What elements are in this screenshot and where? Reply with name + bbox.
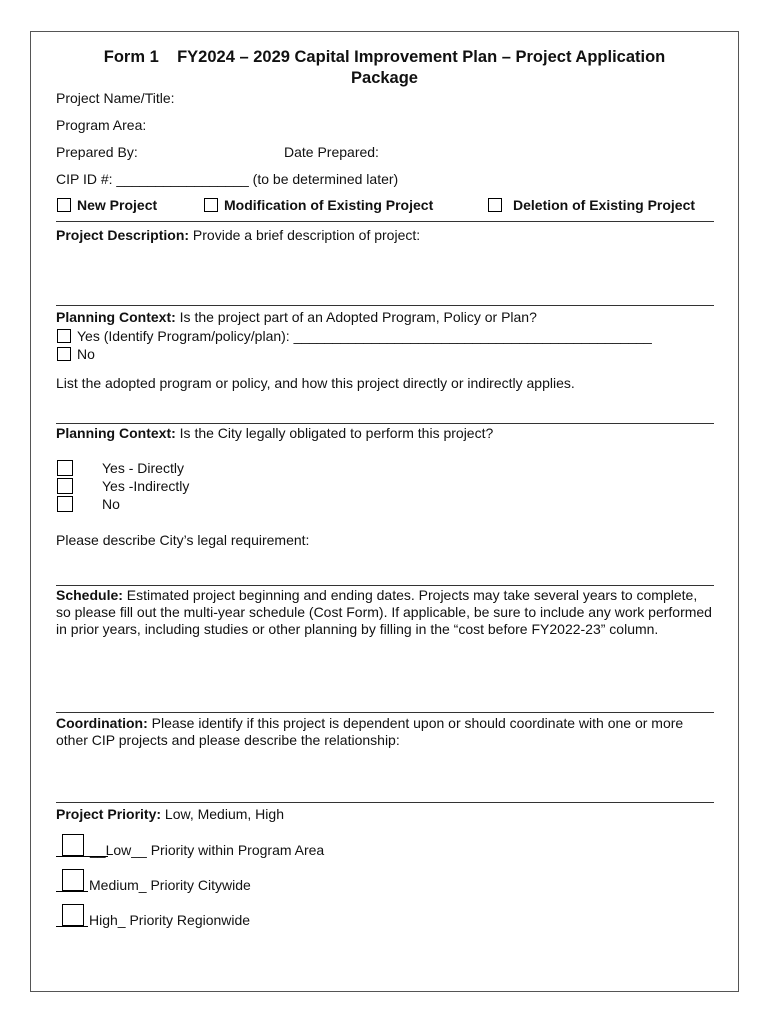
cip-id-label: CIP ID #: _________________ (to be determined later) bbox=[56, 171, 399, 187]
new-project-label: New Project bbox=[77, 197, 158, 213]
planning-adopted-heading: Planning Context: bbox=[56, 309, 176, 325]
priority-low-label: __Low__ Priority within Program Area bbox=[90, 842, 325, 858]
adopted-yes-label: Yes (Identify Program/policy/plan): ______________________________________________ bbox=[77, 328, 652, 344]
section-divider bbox=[56, 802, 714, 803]
adopted-no-label: No bbox=[77, 346, 95, 362]
form-title-line1: FY2024 – 2029 Capital Improvement Plan – Project Application bbox=[177, 48, 666, 66]
schedule-heading: Schedule: bbox=[56, 587, 123, 603]
legal-no-label: No bbox=[102, 496, 120, 512]
adopted-list-text: List the adopted program or policy, and how this project directly or indirectly applies. bbox=[56, 375, 575, 391]
new-project-checkbox[interactable] bbox=[57, 198, 71, 212]
legal-indirectly-checkbox[interactable] bbox=[57, 478, 73, 494]
section-divider bbox=[56, 221, 714, 222]
legal-requirement-text: Please describe City’s legal requirement: bbox=[56, 532, 310, 548]
description-section bbox=[56, 227, 420, 244]
priority-low-checkbox[interactable] bbox=[62, 834, 84, 856]
section-divider bbox=[56, 305, 714, 306]
modification-label: Modification of Existing Project bbox=[224, 197, 434, 213]
program-area-label: Program Area: bbox=[56, 117, 147, 133]
modification-checkbox[interactable] bbox=[204, 198, 218, 212]
priority-text: Low, Medium, High bbox=[161, 806, 284, 822]
priority-medium-checkbox[interactable] bbox=[62, 869, 84, 891]
form-title-line2: Package bbox=[351, 69, 418, 87]
deletion-checkbox[interactable] bbox=[488, 198, 502, 212]
priority-medium-label: Medium_ Priority Citywide bbox=[89, 877, 251, 893]
legal-indirectly-label: Yes -Indirectly bbox=[102, 478, 190, 494]
planning-adopted-section bbox=[56, 309, 537, 326]
project-name-label: Project Name/Title: bbox=[56, 90, 175, 106]
planning-adopted-text: Is the project part of an Adopted Program, Policy or Plan? bbox=[175, 309, 537, 325]
planning-legal-section bbox=[56, 425, 493, 442]
section-divider bbox=[56, 423, 714, 424]
section-divider bbox=[56, 585, 714, 586]
coordination-section bbox=[56, 715, 714, 749]
priority-high-blank bbox=[56, 926, 88, 927]
description-text: Provide a brief description of project: bbox=[189, 227, 421, 243]
priority-high-checkbox[interactable] bbox=[62, 904, 84, 926]
schedule-section bbox=[56, 587, 714, 638]
description-heading: Project Description: bbox=[56, 227, 190, 243]
planning-legal-heading: Planning Context: bbox=[56, 425, 176, 441]
legal-directly-label: Yes - Directly bbox=[102, 460, 184, 476]
date-prepared-label: Date Prepared: bbox=[284, 144, 379, 160]
priority-high-label: High_ Priority Regionwide bbox=[89, 912, 251, 928]
prepared-by-label: Prepared By: bbox=[56, 144, 138, 160]
form-title bbox=[30, 47, 739, 68]
adopted-no-checkbox[interactable] bbox=[57, 347, 71, 361]
schedule-text: Estimated project beginning and ending dates. Projects may take several years to complete, so please fill out the multi-year schedule (Cost Form). If applicable, be sure to include any work performed in prior years, including studies or other planning by filling in the “cost before FY2022-23” column. bbox=[56, 587, 712, 637]
legal-no-checkbox[interactable] bbox=[57, 496, 73, 512]
section-divider bbox=[56, 712, 714, 713]
legal-directly-checkbox[interactable] bbox=[57, 460, 73, 476]
deletion-label: Deletion of Existing Project bbox=[513, 197, 696, 213]
adopted-yes-checkbox[interactable] bbox=[57, 329, 71, 343]
priority-medium-blank bbox=[56, 891, 88, 892]
priority-heading: Project Priority: bbox=[56, 806, 162, 822]
coordination-heading: Coordination: bbox=[56, 715, 148, 731]
coordination-text: Please identify if this project is dependent upon or should coordinate with one or more other CIP projects and please describe the relationship: bbox=[56, 715, 684, 748]
form-label: Form 1 bbox=[103, 48, 159, 66]
planning-legal-text: Is the City legally obligated to perform this project? bbox=[175, 425, 494, 441]
priority-section bbox=[56, 806, 284, 823]
